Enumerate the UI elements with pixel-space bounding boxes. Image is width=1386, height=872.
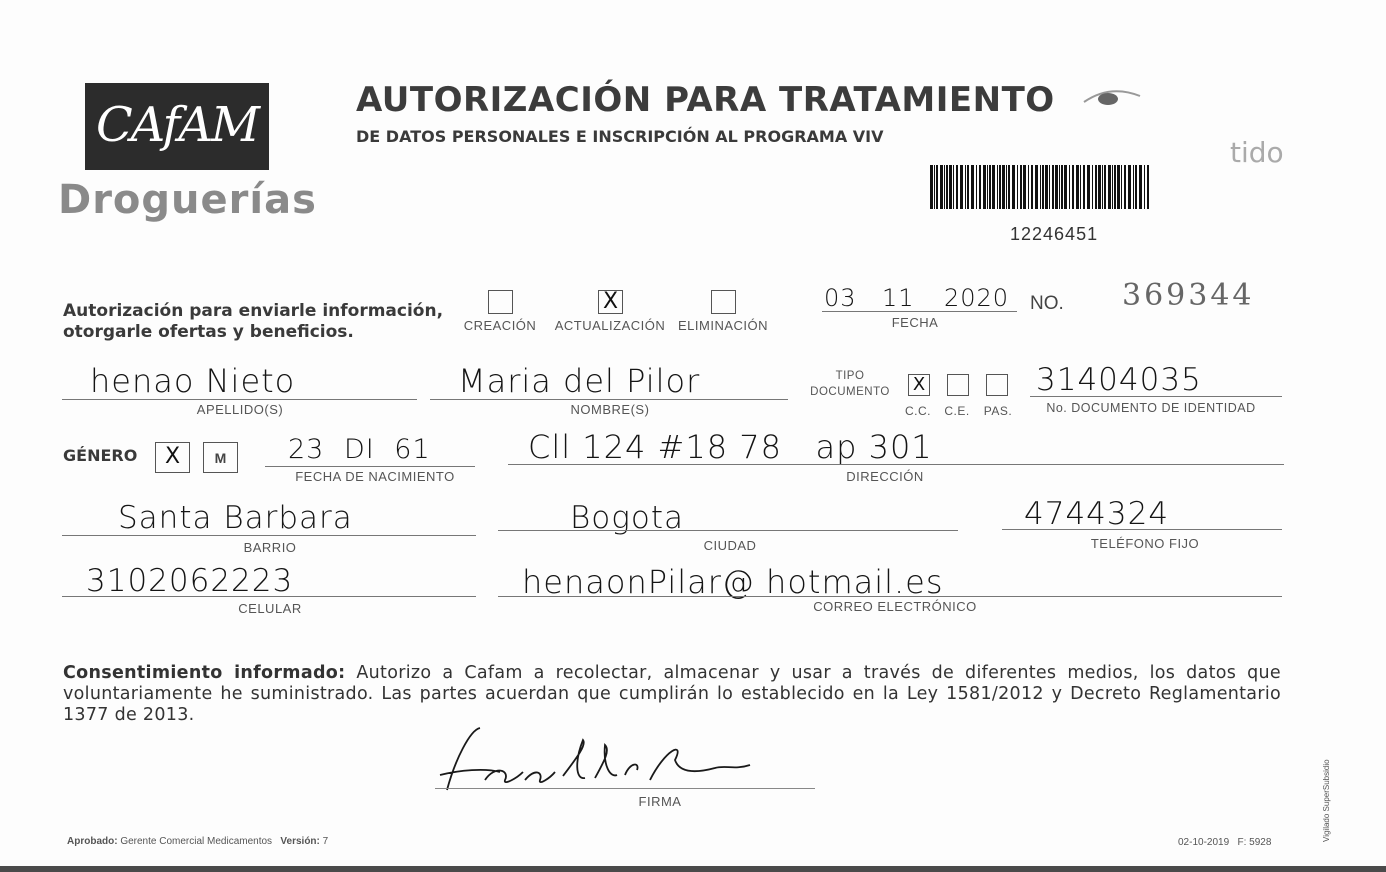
barcode-bar (1112, 165, 1113, 209)
barcode-bar (1080, 165, 1081, 209)
barcode-bar (1017, 165, 1018, 209)
barcode-bar (930, 165, 933, 209)
barcode-bar (1061, 165, 1063, 209)
barcode-bar (1049, 165, 1050, 209)
ciudad-label: CIUDAD (703, 538, 757, 553)
date-month: 11 (882, 284, 915, 312)
serial-number: 369344 (1122, 278, 1255, 313)
authorization-line-2: otorgarle ofertas y beneficios. (63, 322, 354, 342)
barcode-bar (976, 165, 977, 209)
pas-checkbox[interactable] (986, 374, 1008, 396)
doc-number-label: No. DOCUMENTO DE IDENTIDAD (1046, 401, 1256, 415)
version-value: 7 (322, 836, 329, 847)
barcode-bar (1035, 165, 1038, 209)
aprobado-label: Aprobado: (67, 836, 118, 847)
barcode-bar (1008, 165, 1010, 209)
correo-label: CORREO ELECTRÓNICO (813, 599, 977, 614)
apellidos-label: APELLIDO(S) (196, 402, 284, 417)
barcode-bar (949, 165, 952, 209)
barcode-bar (1042, 165, 1044, 209)
barcode-bar (1020, 165, 1022, 209)
barcode-bar (1098, 165, 1101, 209)
barcode-bar (979, 165, 981, 209)
no-label: NO. (1030, 293, 1064, 314)
barcode-bar (967, 165, 969, 209)
scan-edge (0, 866, 1386, 872)
barcode-bar (1045, 165, 1048, 209)
faint-background-text: tido (1230, 136, 1284, 169)
tipo-label-2: DOCUMENTO (810, 386, 890, 398)
barrio-line (62, 535, 476, 536)
barcode-bar (989, 165, 991, 209)
nombres-line (430, 399, 788, 400)
barcode-bar (953, 165, 954, 209)
barcode-bar (1002, 165, 1005, 209)
footer-code: 02-10-2019 F: 5928 (1178, 837, 1272, 848)
genero-f-checkbox[interactable] (155, 442, 190, 473)
vertical-footer-text: Vigilado SuperSubsidio (1322, 759, 1331, 842)
celular-label: CELULAR (238, 601, 302, 616)
barcode-bar (983, 165, 986, 209)
logo-text: CAfAM (95, 97, 259, 153)
creacion-label: CREACIÓN (463, 318, 537, 333)
actualizacion-checkbox[interactable] (598, 290, 623, 314)
barcode-bar (1104, 165, 1106, 209)
correo-value[interactable]: henaonPilar@ hotmail.es (522, 563, 944, 601)
barcode-bar (1076, 165, 1079, 209)
cc-label: C.C. (905, 404, 931, 418)
aprobado-value: Gerente Comercial Medicamentos (120, 836, 273, 847)
barcode-bar (1023, 165, 1026, 209)
consent-heading: Consentimiento informado: (63, 663, 346, 683)
cc-checkbox[interactable] (908, 374, 930, 396)
barcode-bar (1117, 165, 1120, 209)
barcode-bar (1055, 165, 1058, 209)
form-title: AUTORIZACIÓN PARA TRATAMIENTO (356, 80, 1055, 120)
version-label: Versión: (280, 836, 320, 847)
signature-label: FIRMA (638, 794, 682, 809)
barcode-number: 12246451 (1010, 224, 1099, 244)
authorization-text (63, 301, 443, 343)
consent-text (63, 663, 1281, 726)
footer-approval (67, 836, 328, 847)
genero-f-mark: X (164, 444, 181, 469)
date-line (822, 311, 1017, 312)
barcode-bar (1040, 165, 1041, 209)
address-value[interactable]: Cll 124 #18 78 ap 301 (528, 428, 933, 466)
nombres-label: NOMBRE(S) (570, 402, 650, 417)
authorization-line-1: Autorización para enviarle información, (63, 301, 444, 321)
celular-value[interactable]: 3102062223 (86, 563, 294, 599)
barcode-bar (971, 165, 974, 209)
barcode-bar (1121, 165, 1122, 209)
nombres-value[interactable]: Maria del Pilor (458, 362, 701, 400)
actualizacion-label: ACTUALIZACIÓN (554, 318, 666, 333)
apellidos-value[interactable]: henao Nieto (90, 362, 296, 400)
barcode-bar (1083, 165, 1085, 209)
celular-line (62, 596, 476, 597)
date-day: 03 (824, 284, 857, 312)
barcode-bar (987, 165, 988, 209)
barcode-bar (956, 165, 958, 209)
form-subtitle: DE DATOS PERSONALES E INSCRIPCIÓN AL PROGRAMA VIV (356, 127, 884, 146)
barcode-bar (965, 165, 966, 209)
barcode-bar (1095, 165, 1097, 209)
barcode-bar (1064, 165, 1067, 209)
birth-line (265, 466, 475, 467)
date-year: 2020 (944, 284, 1010, 312)
tipo-label-1: TIPO (835, 370, 865, 382)
barcode-bar (1114, 165, 1116, 209)
eliminacion-label: ELIMINACIÓN (677, 318, 768, 333)
barcode-bar (1087, 165, 1090, 209)
barcode-bar (960, 165, 963, 209)
barrio-value[interactable]: Santa Barbara (118, 500, 353, 536)
doc-number-line (1030, 396, 1282, 397)
barcode-bar (1072, 165, 1074, 209)
apellidos-line (62, 399, 417, 400)
creacion-checkbox[interactable] (488, 290, 513, 314)
birth-value[interactable]: 23 DI 61 (288, 434, 431, 465)
barrio-label: BARRIO (243, 540, 297, 555)
barcode-bar (1052, 165, 1054, 209)
barcode-bar (944, 165, 945, 209)
barcode-bar (1028, 165, 1029, 209)
eliminacion-checkbox[interactable] (711, 290, 736, 314)
barcode-bar (1128, 165, 1131, 209)
ce-label: C.E. (944, 404, 970, 418)
address-line (508, 464, 1284, 465)
genero-m-label: M (214, 450, 227, 466)
barcode-bar (1108, 165, 1111, 209)
barcode-bar (1006, 165, 1007, 209)
barcode (930, 165, 1152, 209)
barcode-bar (1059, 165, 1060, 209)
genero-m-checkbox[interactable] (203, 442, 238, 473)
ciudad-line (498, 530, 958, 531)
barcode-bar (997, 165, 998, 209)
barcode-bar (940, 165, 943, 209)
ciudad-value[interactable]: Bogota (570, 500, 684, 536)
barcode-bar (1031, 165, 1033, 209)
address-label: DIRECCIÓN (846, 469, 924, 484)
cafam-logo (85, 83, 269, 170)
pas-label: PAS. (983, 404, 1013, 418)
barcode-bar (934, 165, 935, 209)
barcode-bar (946, 165, 948, 209)
doc-number-value[interactable]: 31404035 (1036, 362, 1202, 398)
checkbox-mark: X (912, 374, 926, 395)
barcode-bar (1139, 165, 1142, 209)
consent-body: Autorizo a Cafam a recolectar, almacenar y usar a través de diferentes medios, los datos que voluntariamente he suministrado. Las partes acuerdan que cumplirán lo establecido en la Ley 1581/2012 y Decreto Reglamentario 1377 de 2013. (63, 663, 1281, 725)
barcode-bar (1147, 165, 1149, 209)
barcode-bar (992, 165, 995, 209)
barcode-bar (1012, 165, 1015, 209)
barcode-bar (1069, 165, 1070, 209)
checkbox-mark: X (602, 289, 619, 314)
birth-label: FECHA DE NACIMIENTO (295, 469, 455, 484)
barcode-bar (1144, 165, 1145, 209)
genero-label: GÉNERO (63, 446, 138, 465)
eye-logo-icon (1080, 86, 1144, 112)
ce-checkbox[interactable] (947, 374, 969, 396)
barcode-bar (1133, 165, 1134, 209)
barcode-bar (1092, 165, 1093, 209)
barcode-bar (936, 165, 938, 209)
signature-line (435, 788, 815, 789)
barcode-bar (1102, 165, 1103, 209)
barcode-bar (1135, 165, 1137, 209)
date-label: FECHA (891, 315, 939, 330)
telefono-line (1002, 529, 1282, 530)
correo-line (498, 596, 1282, 597)
barcode-bar (999, 165, 1001, 209)
telefono-label: TELÉFONO FIJO (1090, 536, 1200, 551)
barcode-bar (1124, 165, 1126, 209)
telefono-value[interactable]: 4744324 (1024, 496, 1170, 532)
brand-subtitle: Droguerías (58, 177, 317, 223)
